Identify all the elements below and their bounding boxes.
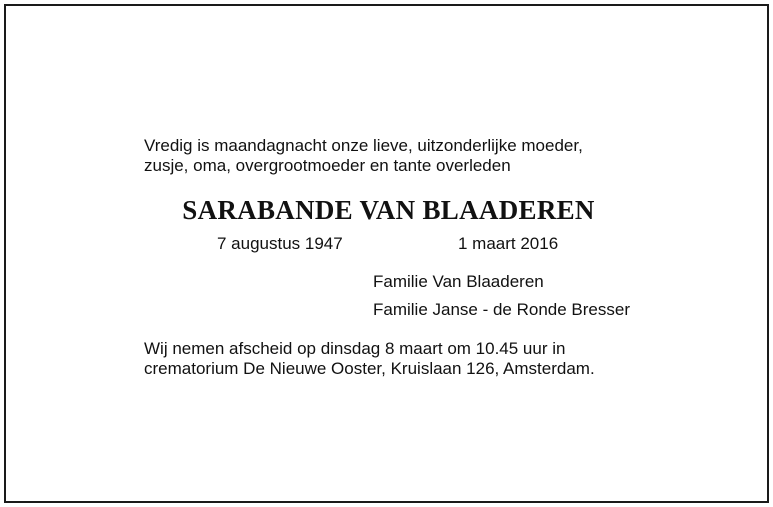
farewell-line-2: crematorium De Nieuwe Ooster, Kruislaan 126, Amsterdam. xyxy=(144,359,595,378)
birth-date: 7 augustus 1947 xyxy=(217,234,343,253)
intro-line-1: Vredig is maandagnacht onze lieve, uitzonderlijke moeder, xyxy=(144,136,583,155)
death-date: 1 maart 2016 xyxy=(458,234,559,253)
family-line-1: Familie Van Blaaderen xyxy=(373,272,544,291)
family-line-2: Familie Janse - de Ronde Bresser xyxy=(373,300,631,319)
obituary-notice xyxy=(4,4,769,503)
intro-line-2: zusje, oma, overgrootmoeder en tante overleden xyxy=(144,156,511,175)
farewell-line-1: Wij nemen afscheid op dinsdag 8 maart om 10.45 uur in xyxy=(144,339,566,358)
deceased-name: SARABANDE VAN BLAADEREN xyxy=(182,195,595,225)
